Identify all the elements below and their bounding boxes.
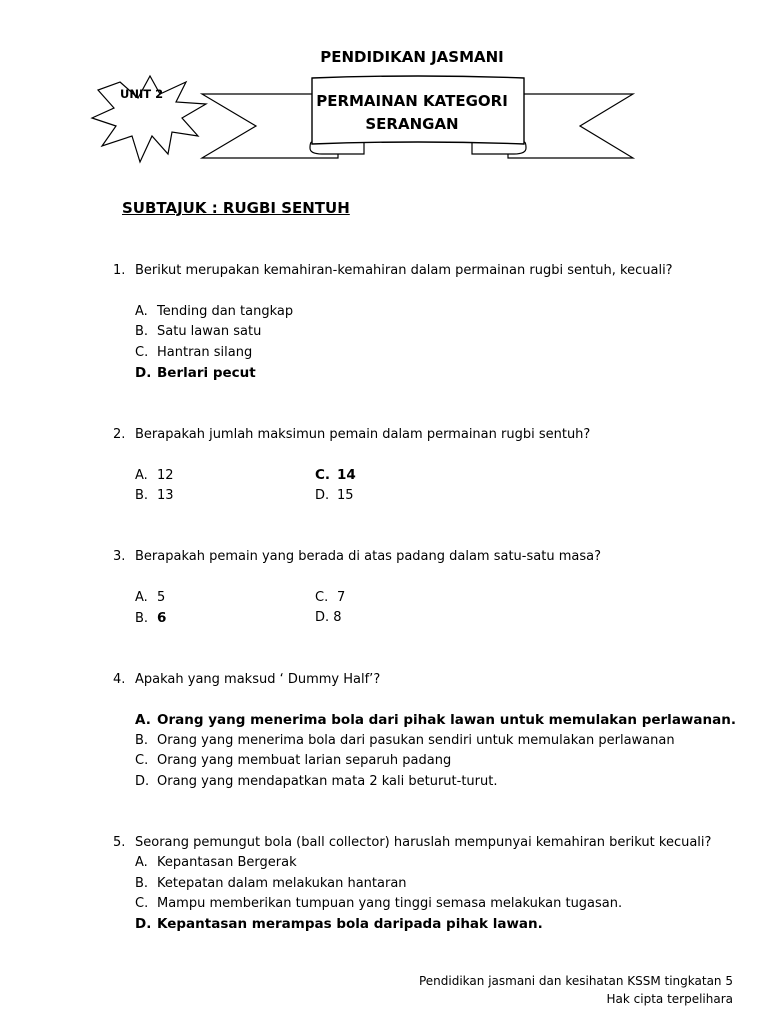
footer xyxy=(419,972,733,1008)
option-b: B. Satu lawan satu xyxy=(135,324,262,339)
option-b: B. Ketepatan dalam melakukan hantaran xyxy=(135,876,407,891)
question-number: 4. xyxy=(113,672,126,687)
unit-label: UNIT 2 xyxy=(120,87,164,101)
question-number: 5. xyxy=(113,835,126,850)
option-c: C. 7 xyxy=(315,590,346,605)
option-c: C. Mampu memberikan tumpuan yang tinggi semasa melakukan tugasan. xyxy=(135,896,623,911)
option-d: D. 8 xyxy=(315,610,342,625)
footer-line-1: Pendidikan jasmani dan kesihatan KSSM tingkatan 5 xyxy=(418,974,733,988)
option-a: A. Tending dan tangkap xyxy=(135,304,294,319)
ribbon-right-tail xyxy=(508,94,633,158)
question-text: Berapakah pemain yang berada di atas padang dalam satu-satu masa? xyxy=(135,549,601,564)
page-title: PENDIDIKAN JASMANI xyxy=(320,48,504,66)
option-a: A. 12 xyxy=(135,468,174,483)
option-b: B. Orang yang menerima bola dari pasukan sendiri untuk memulakan perlawanan xyxy=(135,733,675,748)
question-text: Apakah yang maksud ‘ Dummy Half’? xyxy=(135,672,381,687)
question-text: Berikut merupakan kemahiran-kemahiran dalam permainan rugbi sentuh, kecuali? xyxy=(135,263,673,278)
footer-line-2: Hak cipta terpelihara xyxy=(606,992,733,1006)
option-b-answer: B. 6 xyxy=(135,610,167,626)
banner-line-1: PERMAINAN KATEGORI xyxy=(316,92,508,110)
option-a: A. 5 xyxy=(135,590,166,605)
option-a-answer: A. Orang yang menerima bola dari pihak lawan untuk memulakan perlawanan. xyxy=(135,712,736,728)
subtitle: SUBTAJUK : RUGBI SENTUH xyxy=(122,199,350,217)
option-d: D. 15 xyxy=(315,488,354,503)
option-b: B. 13 xyxy=(135,488,174,503)
option-c: C. Orang yang membuat larian separuh padang xyxy=(135,753,452,768)
question-number: 1. xyxy=(113,263,126,278)
banner-title xyxy=(312,90,512,136)
option-c-answer: C. 14 xyxy=(315,467,356,483)
option-a: A. Kepantasan Bergerak xyxy=(135,855,297,870)
question-number: 2. xyxy=(113,427,126,442)
option-d-answer: D. Berlari pecut xyxy=(135,365,256,381)
option-c: C. Hantran silang xyxy=(135,345,253,360)
question-text: Seorang pemungut bola (ball collector) haruslah mempunyai kemahiran berikut kecuali? xyxy=(135,835,712,850)
question-number: 3. xyxy=(113,549,126,564)
option-d-answer: D. Kepantasan merampas bola daripada pihak lawan. xyxy=(135,916,543,932)
banner-line-2: SERANGAN xyxy=(365,115,459,133)
question-text: Berapakah jumlah maksimun pemain dalam permainan rugbi sentuh? xyxy=(135,427,591,442)
option-d: D. Orang yang mendapatkan mata 2 kali beturut-turut. xyxy=(135,774,498,789)
